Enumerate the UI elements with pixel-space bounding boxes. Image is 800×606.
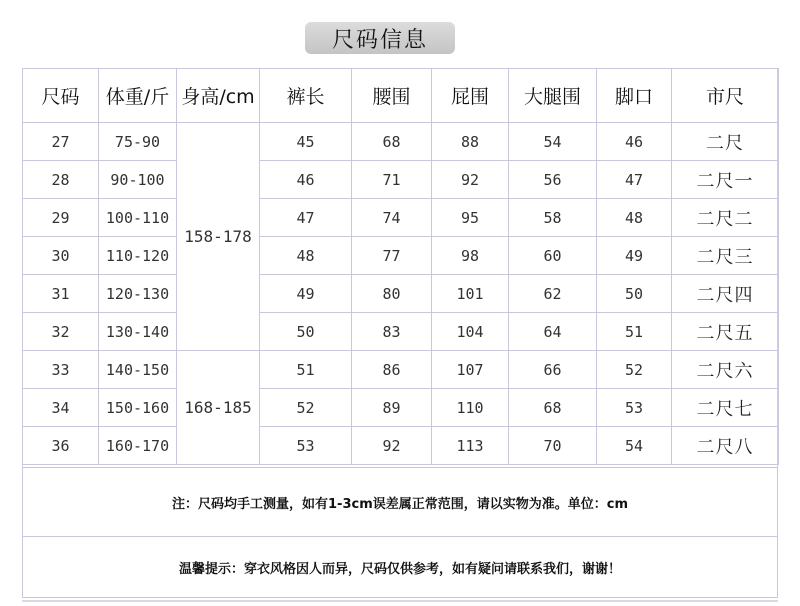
header-chi: 市尺 <box>672 69 779 123</box>
cell-height-group: 158-178 <box>177 123 260 351</box>
header-thigh: 大腿围 <box>509 69 597 123</box>
cell-thigh: 60 <box>509 237 597 275</box>
cell-waist: 77 <box>352 237 432 275</box>
cell-waist: 80 <box>352 275 432 313</box>
cell-hip: 92 <box>432 161 509 199</box>
cell-cuff: 53 <box>597 389 672 427</box>
table-row <box>23 199 779 237</box>
table-header-row <box>23 69 779 123</box>
cell-weight: 130-140 <box>99 313 177 351</box>
cell-hip: 88 <box>432 123 509 161</box>
header-waist: 腰围 <box>352 69 432 123</box>
cell-waist: 74 <box>352 199 432 237</box>
cell-chi: 二尺三 <box>672 237 779 275</box>
bottom-divider <box>22 600 778 602</box>
cell-thigh: 66 <box>509 351 597 389</box>
cell-length: 50 <box>260 313 352 351</box>
cell-thigh: 58 <box>509 199 597 237</box>
cell-waist: 92 <box>352 427 432 465</box>
table-row <box>23 275 779 313</box>
cell-length: 45 <box>260 123 352 161</box>
cell-size: 34 <box>23 389 99 427</box>
cell-height-group: 168-185 <box>177 351 260 465</box>
cell-length: 52 <box>260 389 352 427</box>
table-row <box>23 351 779 389</box>
cell-size: 30 <box>23 237 99 275</box>
cell-weight: 110-120 <box>99 237 177 275</box>
cell-length: 47 <box>260 199 352 237</box>
cell-chi: 二尺 <box>672 123 779 161</box>
cell-hip: 113 <box>432 427 509 465</box>
cell-hip: 98 <box>432 237 509 275</box>
header-weight: 体重/斤 <box>99 69 177 123</box>
cell-weight: 160-170 <box>99 427 177 465</box>
cell-length: 46 <box>260 161 352 199</box>
cell-size: 27 <box>23 123 99 161</box>
cell-waist: 83 <box>352 313 432 351</box>
cell-hip: 110 <box>432 389 509 427</box>
page-title: 尺码信息 <box>305 22 455 54</box>
table-row <box>23 313 779 351</box>
cell-hip: 104 <box>432 313 509 351</box>
header-size: 尺码 <box>23 69 99 123</box>
cell-size: 31 <box>23 275 99 313</box>
friendly-tip <box>22 536 778 598</box>
cell-cuff: 48 <box>597 199 672 237</box>
size-table <box>22 68 779 465</box>
cell-thigh: 68 <box>509 389 597 427</box>
cell-chi: 二尺八 <box>672 427 779 465</box>
cell-waist: 68 <box>352 123 432 161</box>
friendly-tip-text: 温馨提示：穿衣风格因人而异，尺码仅供参考，如有疑问请联系我们，谢谢！ <box>178 561 621 577</box>
cell-thigh: 64 <box>509 313 597 351</box>
cell-cuff: 46 <box>597 123 672 161</box>
table-row <box>23 427 779 465</box>
measurement-note-text: 注：尺码均手工测量，如有1-3cm误差属正常范围，请以实物为准。单位：cm <box>172 496 628 512</box>
cell-chi: 二尺七 <box>672 389 779 427</box>
table-row <box>23 161 779 199</box>
cell-weight: 140-150 <box>99 351 177 389</box>
cell-hip: 101 <box>432 275 509 313</box>
cell-cuff: 54 <box>597 427 672 465</box>
cell-hip: 107 <box>432 351 509 389</box>
cell-chi: 二尺二 <box>672 199 779 237</box>
cell-thigh: 70 <box>509 427 597 465</box>
cell-size: 33 <box>23 351 99 389</box>
table-row <box>23 123 779 161</box>
cell-chi: 二尺五 <box>672 313 779 351</box>
header-height: 身高/cm <box>177 69 260 123</box>
header-cuff: 脚口 <box>597 69 672 123</box>
cell-cuff: 49 <box>597 237 672 275</box>
cell-length: 48 <box>260 237 352 275</box>
cell-waist: 86 <box>352 351 432 389</box>
cell-cuff: 50 <box>597 275 672 313</box>
cell-size: 32 <box>23 313 99 351</box>
cell-cuff: 51 <box>597 313 672 351</box>
cell-weight: 90-100 <box>99 161 177 199</box>
header-length: 裤长 <box>260 69 352 123</box>
cell-size: 36 <box>23 427 99 465</box>
cell-weight: 150-160 <box>99 389 177 427</box>
cell-size: 29 <box>23 199 99 237</box>
measurement-note <box>22 467 778 537</box>
cell-hip: 95 <box>432 199 509 237</box>
header-hip: 屁围 <box>432 69 509 123</box>
cell-thigh: 54 <box>509 123 597 161</box>
cell-weight: 75-90 <box>99 123 177 161</box>
cell-chi: 二尺一 <box>672 161 779 199</box>
cell-cuff: 52 <box>597 351 672 389</box>
cell-weight: 100-110 <box>99 199 177 237</box>
cell-chi: 二尺四 <box>672 275 779 313</box>
cell-length: 51 <box>260 351 352 389</box>
cell-length: 49 <box>260 275 352 313</box>
cell-cuff: 47 <box>597 161 672 199</box>
cell-waist: 71 <box>352 161 432 199</box>
cell-weight: 120-130 <box>99 275 177 313</box>
cell-thigh: 62 <box>509 275 597 313</box>
cell-chi: 二尺六 <box>672 351 779 389</box>
cell-thigh: 56 <box>509 161 597 199</box>
cell-length: 53 <box>260 427 352 465</box>
table-row <box>23 237 779 275</box>
cell-size: 28 <box>23 161 99 199</box>
table-row <box>23 389 779 427</box>
cell-waist: 89 <box>352 389 432 427</box>
